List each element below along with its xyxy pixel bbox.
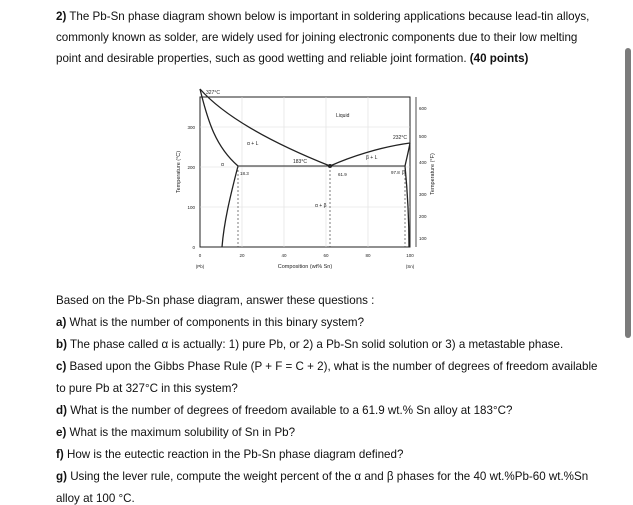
x-tick-0: 0	[198, 253, 202, 258]
question-c-text: Based upon the Gibbs Phase Rule (P + F = C + 2), what is the number of degrees of freedom available	[69, 360, 598, 373]
y-tick-f-100: 100	[419, 236, 427, 241]
question-c-continued: to pure Pb at 327°C in this system?	[56, 382, 238, 395]
y-tick-c-0: 0	[192, 245, 195, 250]
alpha-beta-label: α + β	[315, 203, 327, 209]
x-end-left-label: (Pb)	[195, 264, 205, 269]
x-axis-label: Composition (wt% Sn)	[277, 264, 333, 270]
question-f-text: How is the eutectic reaction in the Pb-Sn phase diagram defined?	[66, 448, 404, 461]
question-g	[56, 470, 588, 483]
y-tick-c-100: 100	[187, 205, 195, 210]
question-d	[56, 404, 512, 417]
comp-eutectic-label: 61.9	[338, 172, 347, 177]
problem-points: (40 points)	[469, 52, 529, 65]
y-tick-f-300: 300	[419, 192, 427, 197]
problem-text: The Pb-Sn phase diagram shown below is important in soldering applications because lead-tin alloys, commonly known as solder, are widely used for joining electronic components due to their low melting point and desirable properties, such as good wetting and reliable joint formation.	[56, 10, 590, 65]
question-g-continued: alloy at 100 °C.	[56, 492, 135, 505]
question-g-key: g)	[56, 470, 67, 483]
question-c-key: c)	[56, 360, 67, 373]
question-b-key: b)	[56, 338, 67, 351]
problem-number: 2)	[56, 10, 67, 23]
y-tick-f-400: 400	[419, 160, 427, 165]
question-c	[56, 360, 597, 373]
questions-intro: Based on the Pb-Sn phase diagram, answer these questions :	[56, 294, 375, 307]
question-b-text: The phase called α is actually: 1) pure Pb, or 2) a Pb-Sn solid solution or 3) a metastable phase.	[69, 338, 564, 351]
question-d-key: d)	[56, 404, 67, 417]
solidus-left	[200, 89, 238, 166]
liquidus-left	[200, 89, 330, 166]
x-tick-60: 60	[323, 253, 329, 258]
y-tick-f-200: 200	[419, 214, 427, 219]
comp-alpha-label: 18.3	[240, 171, 249, 176]
pb-melt-label: 327°C	[206, 90, 220, 96]
question-e-key: e)	[56, 426, 67, 439]
question-e-text: What is the maximum solubility of Sn in Pb?	[69, 426, 296, 439]
beta-liquid-label: β + L	[366, 155, 378, 161]
pb-sn-phase-diagram	[150, 82, 440, 282]
question-a-key: a)	[56, 316, 67, 329]
eutectic-temp-label: 183°C	[293, 159, 307, 165]
solvus-right	[405, 166, 409, 247]
alpha-region-label: α	[221, 162, 224, 168]
comp-beta-label: 97.8	[391, 170, 400, 175]
question-a	[56, 316, 364, 329]
plot-frame	[200, 97, 410, 247]
x-end-right-label: (Sn)	[405, 264, 415, 269]
question-f	[56, 448, 403, 461]
question-f-key: f)	[56, 448, 64, 461]
scrollbar-thumb[interactable]	[625, 48, 631, 338]
liquid-region-label: Liquid	[336, 113, 350, 119]
question-e	[56, 426, 295, 439]
solvus-left	[222, 166, 238, 247]
alpha-liquid-label: α + L	[247, 141, 259, 147]
question-g-text: Using the lever rule, compute the weight percent of the α and β phases for the 40 wt.%Pb-60 wt.%Sn	[70, 470, 589, 483]
y-tick-c-300: 300	[187, 125, 195, 130]
x-tick-20: 20	[239, 253, 245, 258]
x-tick-40: 40	[281, 253, 287, 258]
question-d-text: What is the number of degrees of freedom available to a 61.9 wt.% Sn alloy at 183°C?	[70, 404, 513, 417]
y-tick-c-200: 200	[187, 165, 195, 170]
problem-statement	[56, 6, 604, 69]
y-tick-f-500: 500	[419, 134, 427, 139]
question-a-text: What is the number of components in this binary system?	[69, 316, 365, 329]
y-tick-f-600: 600	[419, 106, 427, 111]
x-tick-80: 80	[365, 253, 371, 258]
x-tick-100: 100	[406, 253, 414, 258]
sn-melt-label: 232°C	[393, 135, 407, 141]
vertical-scrollbar[interactable]	[623, 0, 633, 500]
solidus-right	[405, 143, 410, 166]
y-axis-left-label: Temperature (°C)	[176, 150, 182, 194]
y-axis-right-label: Temperature (°F)	[430, 153, 436, 195]
question-b	[56, 338, 563, 351]
beta-region-label: β	[402, 170, 405, 176]
